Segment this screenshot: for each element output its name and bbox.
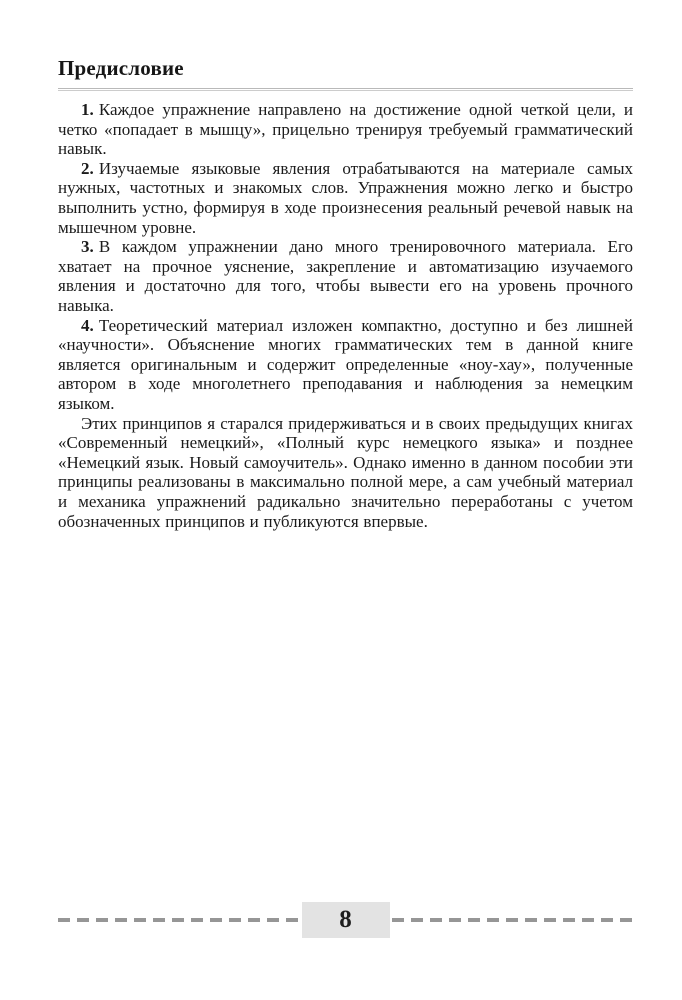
paragraph-text: Теоретический материал изложен компактно, доступно и без лишней «научности». Объяснение многих грамматических тем в данной книге является оригинальным и содержит определенные «ноу-хау», полученные автором в ходе многолетнего преподавания и наблюдения за немецким языком. [58, 315, 633, 413]
paragraph-number: 1. [81, 100, 94, 120]
page-title: Предисловие [58, 56, 184, 80]
paragraph-text: Каждое упражнение направлено на достижение одной четкой цели, и четко «попадает в мышцу», прицельно тренируя требуемый грамматический навык. [58, 100, 633, 159]
page-footer [58, 902, 633, 938]
paragraph [58, 100, 633, 159]
page-content [58, 57, 633, 531]
paragraph-number: 2. [81, 158, 94, 178]
paragraph [58, 159, 633, 237]
paragraph [58, 316, 633, 414]
heading-double-rule [58, 88, 633, 91]
paragraph-text: Этих принципов я старался придерживаться и в своих предыдущих книгах «Современный немецкий», «Полный курс немецкого языка» и позднее «Немецкий язык. Новый самоучитель». Однако именно в данном пособии эти принципы реализованы в максимально полной мере, а сам учебный материал и механика упражнений радикально значительно переработаны с учетом обозначенных принципов и публикуются впервые. [58, 413, 633, 531]
paragraph [58, 414, 633, 532]
paragraph-text: В каждом упражнении дано много тренировочного материала. Его хватает на прочное уяснение, закрепление и автоматизацию изучаемого явления и достаточно для того, чтобы вывести его на уровень прочного навыка. [58, 237, 633, 316]
page-number: 8 [339, 906, 352, 933]
page-number-box [302, 902, 390, 938]
preface-text [58, 100, 633, 531]
paragraph-number: 3. [81, 237, 94, 257]
paragraph-number: 4. [81, 315, 94, 335]
paragraph-text: Изучаемые языковые явления отрабатываются на материале самых нужных, частотных и знакомых слов. Упражнения можно легко и быстро выполнить устно, формируя в ходе произнесения реальный речевой навык на мышечном уровне. [58, 158, 633, 237]
footer-dashed-rule-right [392, 918, 634, 922]
footer-dashed-rule-left [58, 918, 300, 922]
paragraph [58, 237, 633, 315]
